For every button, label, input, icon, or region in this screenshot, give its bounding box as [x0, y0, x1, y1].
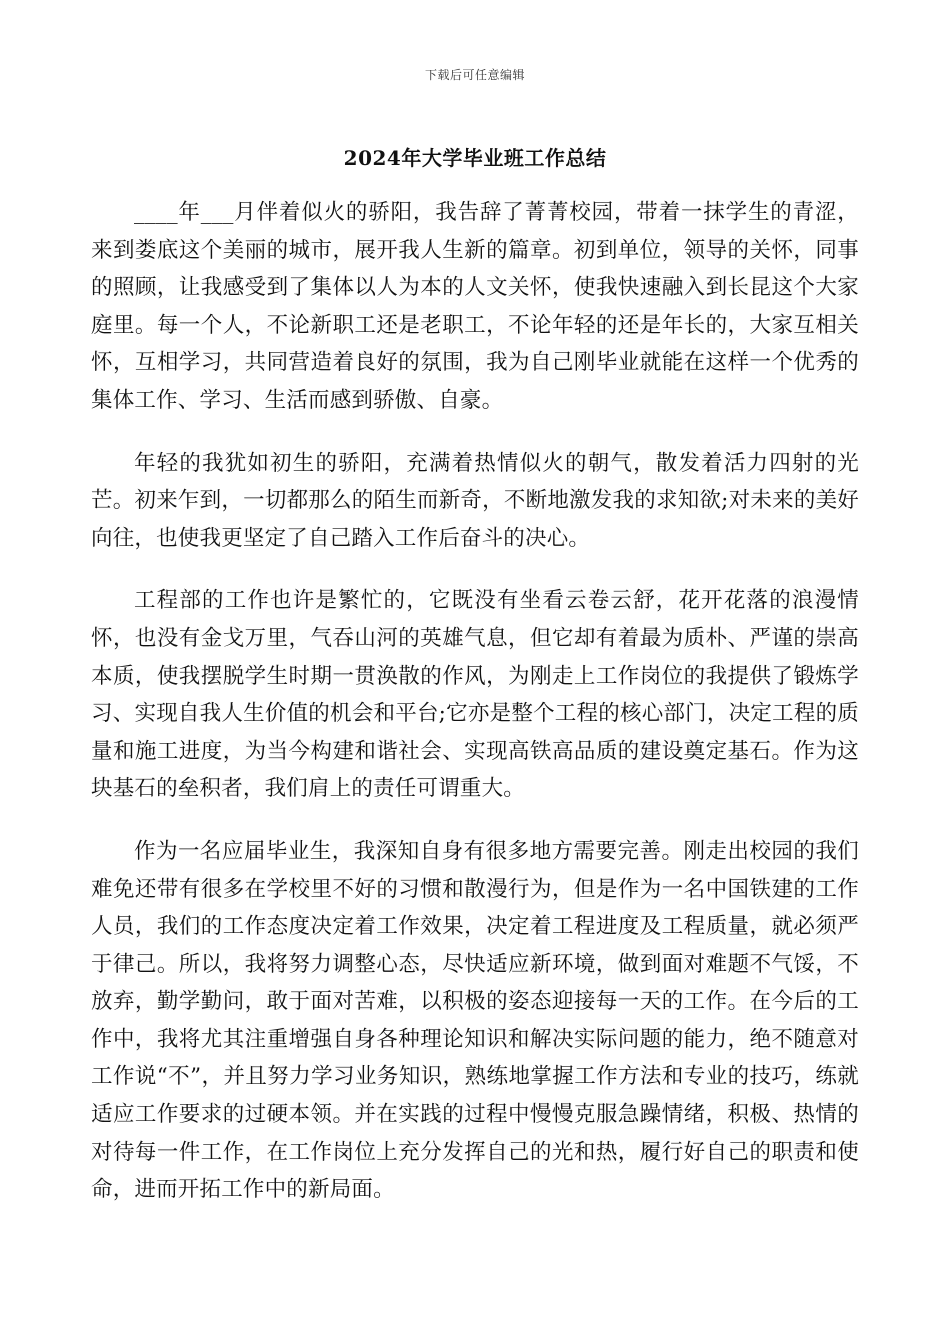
document-title: 2024年大学毕业班工作总结 — [343, 146, 607, 170]
paragraph-3: 工程部的工作也许是繁忙的，它既没有坐看云卷云舒，花开花落的浪漫情怀，也没有金戈万里，气吞山河的英雄气息，但它却有着最为质朴、严谨的崇高本质，使我摆脱学生时期一贯涣散的作风，为刚走上工作岗位的我提供了锻炼学习、实现自我人生价值的机会和平台;它亦是整个工程的核心部门，决定工程的质量和施工进度，为当今构建和谐社会、实现高铁高品质的建设奠定基石。作为这块基石的垒积者，我们肩上的责任可谓重大。 — [91, 588, 859, 802]
paragraph-1: ____年___月伴着似火的骄阳，我告辞了菁菁校园，带着一抹学生的青涩，来到娄底这个美丽的城市，展开我人生新的篇章。初到单位，领导的关怀，同事的照顾，让我感受到了集体以人为本的人文关怀，使我快速融入到长昆这个大家庭里。每一个人，不论新职工还是老职工，不论年轻的还是年长的，大家互相关怀，互相学习，共同营造着良好的氛围，我为自己刚毕业就能在这样一个优秀的集体工作、学习、生活而感到骄傲、自豪。 — [91, 200, 859, 413]
paragraph-4: 作为一名应届毕业生，我深知自身有很多地方需要完善。刚走出校园的我们难免还带有很多在学校里不好的习惯和散漫行为，但是作为一名中国铁建的工作人员，我们的工作态度决定着工作效果，决定着工程进度及工程质量，就必须严于律己。所以，我将努力调整心态，尽快适应新环境，做到面对难题不气馁，不放弃，勤学勤问，敢于面对苦难，以积极的姿态迎接每一天的工作。在今后的工作中，我将尤其注重增强自身各种理论知识和解决实际问题的能力，绝不随意对工作说“不”，并且努力学习业务知识，熟练地掌握工作方法和专业的技巧，练就适应工作要求的过硬本领。并在实践的过程中慢慢克服急躁情绪，积极、热情的对待每一件工作，在工作岗位上充分发挥自己的光和热，履行好自己的职责和使命，进而开拓工作中的新局面。 — [91, 838, 859, 1203]
header-note: 下载后可任意编辑 — [424, 68, 525, 82]
document-body — [91, 194, 859, 1234]
paragraph-2: 年轻的我犹如初生的骄阳，充满着热情似火的朝气，散发着活力四射的光芒。初来乍到，一切都那么的陌生而新奇，不断地激发我的求知欲;对未来的美好向往，也使我更坚定了自己踏入工作后奋斗的决心。 — [91, 450, 859, 551]
